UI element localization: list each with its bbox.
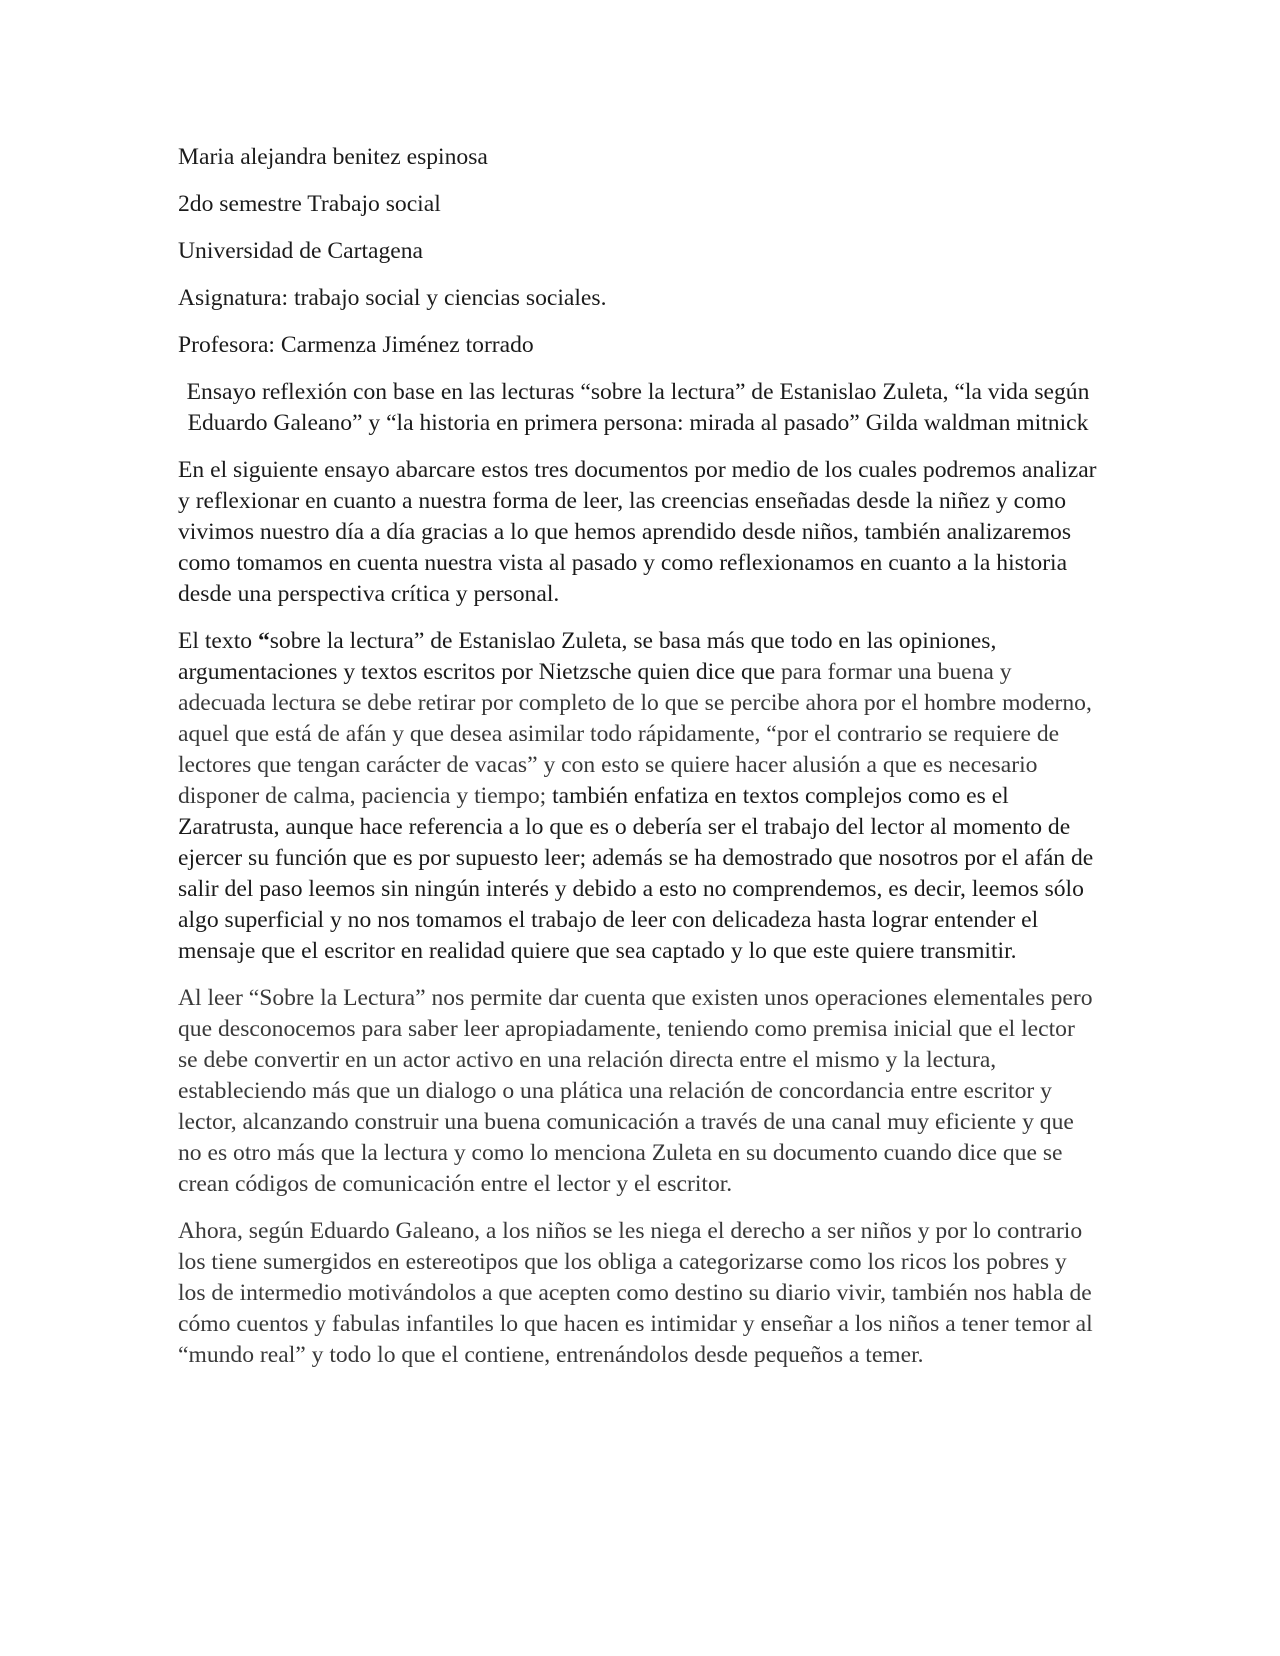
professor-line: Profesora: Carmenza Jiménez torrado [178, 332, 534, 358]
paragraph-intro: En el siguiente ensayo abarcare estos tres documentos por medio de los cuales podremos analizar y reflexionar en cuanto a nuestra forma de leer, las creencias enseñadas desde la niñez y como vivimos nuestro día a día gracias a lo que hemos aprendido desde niños, también analizaremos como tomamos en cuenta nuestra vista al pasado y como reflexionamos en cuanto a la historia desde una perspectiva crítica y personal. [178, 457, 1097, 607]
paragraph-zuleta [178, 626, 1098, 967]
semester-line: 2do semestre Trabajo social [178, 191, 441, 217]
essay-title: Ensayo reflexión con base en las lecturas “sobre la lectura” de Estanislao Zuleta, “la vida según Eduardo Galeano” y “la historia en primera persona: mirada al pasado” Gilda waldman mitnick [186, 379, 1090, 436]
paragraph-zuleta-part-c: también enfatiza en textos complejos como es el Zaratrusta, aunque hace referencia a lo que es o debería ser el trabajo del lector al momento de ejercer su función que es por supuesto leer; además se ha demostrado que nosotros por el afán de salir del paso leemos sin ningún interés y debido a esto no comprendemos, es decir, leemos sólo algo superficial y no nos tomamos el trabajo de leer con delicadeza hasta lograr entender el mensaje que el escritor en realidad quiere que sea captado y lo que este quiere transmitir. [178, 783, 1094, 964]
paragraph-galeano: Ahora, según Eduardo Galeano, a los niños se les niega el derecho a ser niños y por lo contrario los tiene sumergidos en estereotipos que los obliga a categorizarse como los ricos los pobres y los de intermedio motivándolos a que acepten como destino su diario vivir, también nos habla de cómo cuentos y fabulas infantiles lo que hacen es intimidar y enseñar a los niños a tener temor al “mundo real” y todo lo que el contiene, entrenándolos desde pequeños a temer. [178, 1218, 1093, 1368]
subject-line: Asignatura: trabajo social y ciencias sociales. [178, 285, 607, 311]
paragraph-zuleta-part-a: sobre la lectura” de Estanislao Zuleta, se basa más que todo en las opiniones, argumentaciones y textos escritos por Nietzsche quien dice que [178, 628, 997, 685]
paragraph-zuleta-lead: El texto [178, 628, 258, 654]
author-name: Maria alejandra benitez espinosa [178, 144, 488, 170]
document-body [178, 142, 1098, 1387]
paragraph-reading: Al leer “Sobre la Lectura” nos permite dar cuenta que existen unos operaciones elementales pero que desconocemos para saber leer apropiadamente, teniendo como premisa inicial que el lector se debe convertir en un actor activo en una relación directa entre el mismo y la lectura, estableciendo más que un dialogo o una plática una relación de concordancia entre escritor y lector, alcanzando construir una buena comunicación a través de una canal muy eficiente y que no es otro más que la lectura y como lo menciona Zuleta en su documento cuando dice que se crean códigos de comunicación entre el lector y el escritor. [178, 985, 1093, 1197]
university-line: Universidad de Cartagena [178, 238, 424, 264]
opening-quote-mark: “ [257, 628, 270, 654]
paragraph-zuleta-part-b: para formar una buena y adecuada lectura se debe retirar por completo de lo que se percibe ahora por el hombre moderno, aquel que está de afán y que desea asimilar todo rápidamente, “por el contrario se requiere de lectores que tengan carácter de vacas” y con esto se quiere hacer alusión a que es necesario disponer de calma, paciencia y tiempo; [178, 659, 1092, 809]
